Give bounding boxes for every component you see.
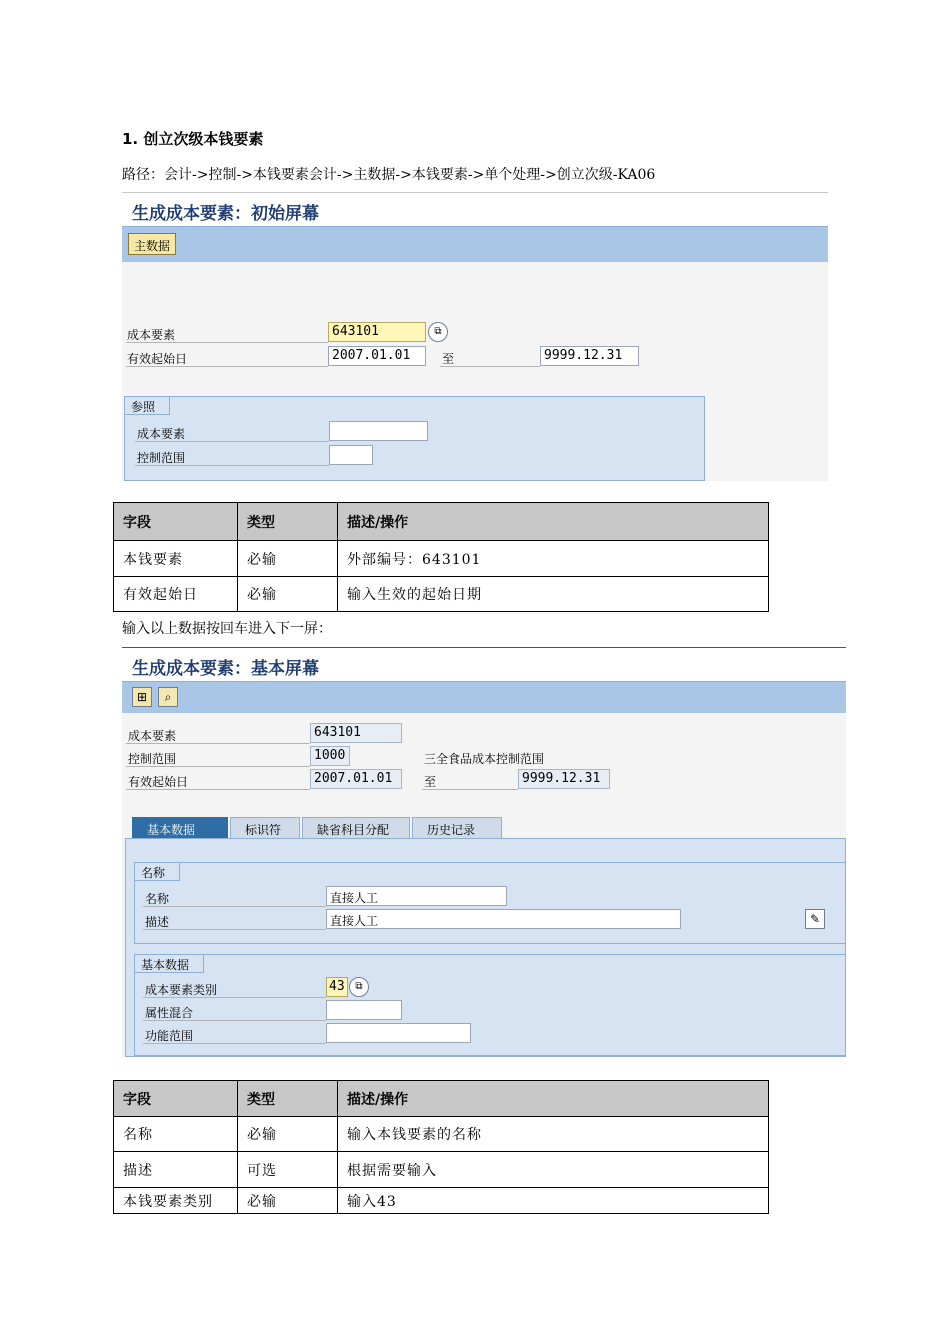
field-spec-table-1 xyxy=(113,502,769,612)
screen-title: 生成成本要素：初始屏幕 xyxy=(132,204,319,224)
ref-controlling-area-label: 控制范围 xyxy=(137,451,186,465)
tab-basic-data[interactable]: 基本数据 xyxy=(132,817,228,838)
to-label: 至 xyxy=(442,352,455,366)
field-spec-table-2 xyxy=(113,1080,769,1214)
table-header: 类型 xyxy=(238,503,338,541)
cost-element-category-label: 成本要素类别 xyxy=(145,983,218,997)
table-row: 本钱要素 必输 外部编号：643101 xyxy=(114,541,769,577)
cost-element-display-icon[interactable]: ⊞ xyxy=(132,687,152,707)
screen-body xyxy=(122,713,846,1057)
cost-element-label: 成本要素 xyxy=(128,729,177,743)
basic-data-group-title: 基本数据 xyxy=(135,955,204,973)
instruction-note: 输入以上数据按回车进入下一屏： xyxy=(122,621,332,637)
valid-from-label: 有效起始日 xyxy=(128,775,189,789)
tab-default-account-assignment[interactable]: 缺省科目分配 xyxy=(302,817,410,838)
value-help-icon[interactable]: ⧉ xyxy=(349,977,369,997)
controlling-area-field: 1000 xyxy=(310,746,350,766)
zoom-icon[interactable]: ⌕ xyxy=(158,687,178,707)
table-header: 描述/操作 xyxy=(338,503,769,541)
cost-element-field: 643101 xyxy=(310,723,402,743)
attribute-mix-label: 属性混合 xyxy=(145,1006,194,1020)
menu-path: 路径：会计->控制->本钱要素会计->主数据->本钱要素->单个处理->创立次级-KA06 xyxy=(122,167,656,183)
reference-group-title: 参照 xyxy=(125,397,170,415)
ref-cost-element-input[interactable] xyxy=(329,421,428,441)
cost-element-category-input[interactable]: 43 xyxy=(326,977,348,997)
reference-group xyxy=(124,396,705,481)
tab-history[interactable]: 历史记录 xyxy=(412,817,502,838)
table-row: 名称 必输 输入本钱要素的名称 xyxy=(114,1117,769,1152)
table-row: 本钱要素类别 必输 输入43 xyxy=(114,1188,769,1214)
value-help-icon[interactable]: ⧉ xyxy=(428,322,448,342)
ref-controlling-area-input[interactable] xyxy=(329,445,373,465)
description-label: 描述 xyxy=(145,915,170,929)
application-toolbar xyxy=(122,226,828,262)
table-row: 描述 可选 根据需要输入 xyxy=(114,1152,769,1188)
attribute-mix-input[interactable] xyxy=(326,1000,402,1020)
to-label: 至 xyxy=(424,775,437,789)
valid-from-input[interactable]: 2007.01.01 xyxy=(328,346,426,366)
valid-to-field: 9999.12.31 xyxy=(518,769,610,789)
tab-indicators[interactable]: 标识符 xyxy=(230,817,300,838)
controlling-area-label: 控制范围 xyxy=(128,752,177,766)
table-header: 字段 xyxy=(114,503,238,541)
screen-title: 生成成本要素：基本屏幕 xyxy=(132,659,319,679)
name-label: 名称 xyxy=(145,892,170,906)
description-input[interactable]: 直接人工 xyxy=(326,909,681,929)
screen-body xyxy=(122,262,828,481)
master-data-button[interactable]: 主数据 xyxy=(128,233,176,255)
controlling-area-text: 三全食品成本控制范围 xyxy=(424,752,545,766)
names-group xyxy=(134,862,846,944)
cost-element-input[interactable]: 643101 xyxy=(328,322,426,342)
sap-initial-screen xyxy=(122,192,828,481)
table-header: 描述/操作 xyxy=(338,1081,769,1117)
edit-long-text-icon[interactable]: ✎ xyxy=(805,909,825,929)
functional-area-label: 功能范围 xyxy=(145,1029,194,1043)
table-row: 有效起始日 必输 输入生效的起始日期 xyxy=(114,577,769,612)
application-toolbar xyxy=(122,681,846,713)
ref-cost-element-label: 成本要素 xyxy=(137,427,186,441)
valid-from-field: 2007.01.01 xyxy=(310,769,402,789)
name-input[interactable]: 直接人工 xyxy=(326,886,507,906)
valid-from-label: 有效起始日 xyxy=(127,352,188,366)
valid-to-input[interactable]: 9999.12.31 xyxy=(540,346,639,366)
functional-area-input[interactable] xyxy=(326,1023,471,1043)
basic-data-group xyxy=(134,954,846,1056)
names-group-title: 名称 xyxy=(135,863,180,881)
table-header: 字段 xyxy=(114,1081,238,1117)
cost-element-label: 成本要素 xyxy=(127,328,176,342)
tab-strip xyxy=(132,817,846,839)
tab-content-panel xyxy=(125,838,846,1057)
section-heading: 1. 创立次级本钱要素 xyxy=(122,130,264,148)
sap-basic-screen xyxy=(122,647,846,1057)
table-header: 类型 xyxy=(238,1081,338,1117)
